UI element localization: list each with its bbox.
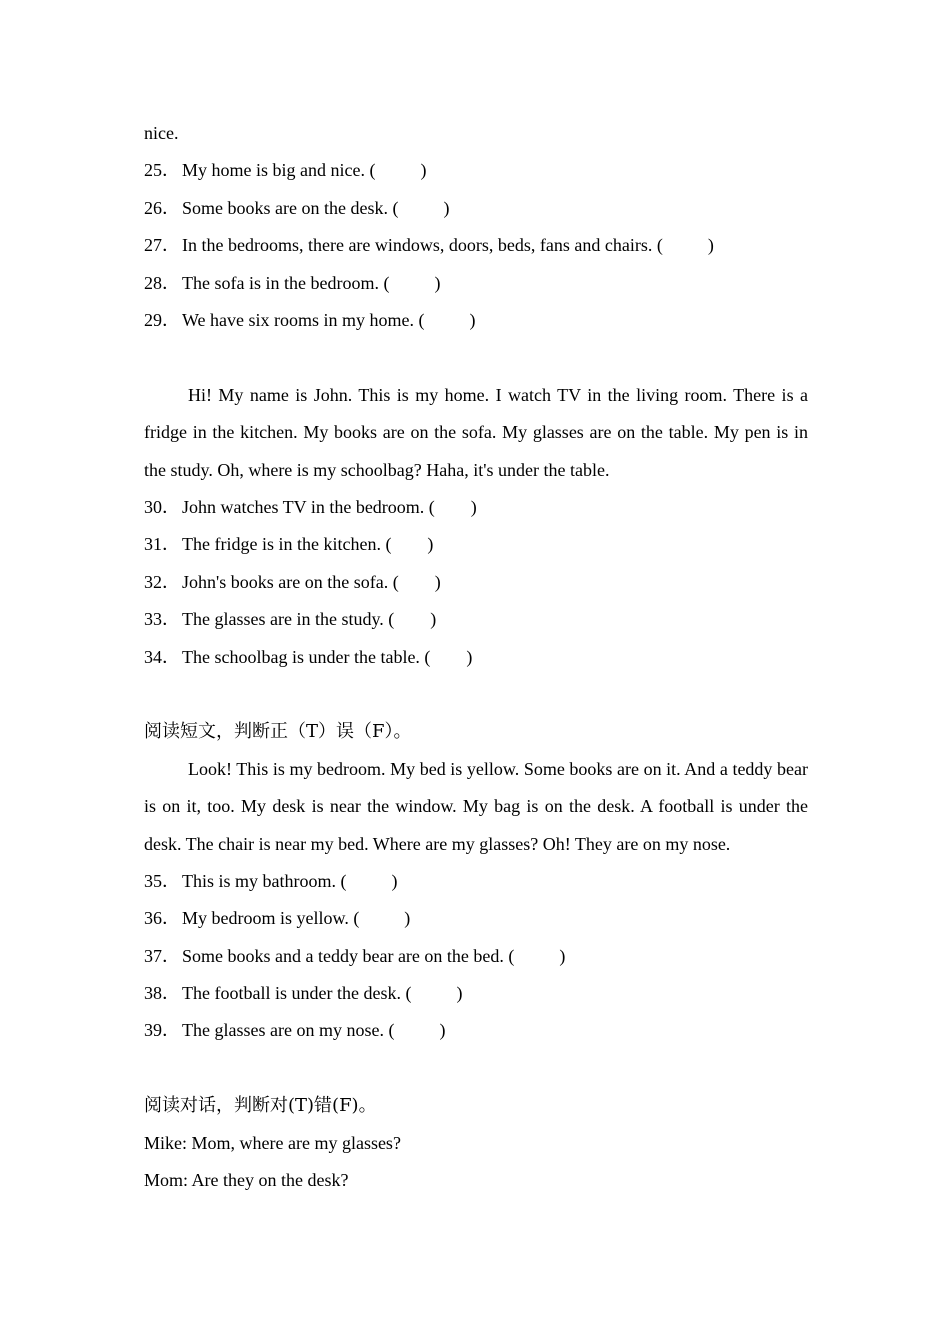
question-number: 34．: [144, 646, 180, 667]
question-33: [144, 601, 808, 638]
question-text: The fridge is in the kitchen. ( ): [182, 534, 434, 555]
question-number: 37．: [144, 945, 180, 966]
question-number: 33．: [144, 609, 180, 630]
question-26: [144, 190, 808, 227]
question-number: 31．: [144, 534, 180, 555]
question-text: The glasses are on my nose. ( ): [182, 1020, 446, 1041]
question-31: [144, 526, 808, 563]
reading-section-john: [144, 377, 808, 676]
question-34: [144, 639, 808, 676]
question-25: [144, 152, 808, 189]
question-number: 35．: [144, 870, 180, 891]
question-text: We have six rooms in my home. ( ): [182, 309, 476, 330]
section-instruction: 阅读对话，判断对(T)错(F)。: [144, 1095, 377, 1117]
question-number: 38．: [144, 983, 180, 1004]
question-number: 28．: [144, 272, 180, 293]
dialogue-line: Mom: Are they on the desk?: [144, 1170, 349, 1191]
question-text: John's books are on the sofa. ( ): [182, 571, 441, 592]
question-text: John watches TV in the bedroom. ( ): [182, 496, 477, 517]
section-gap: [144, 339, 808, 376]
question-35: [144, 863, 808, 900]
question-28: [144, 265, 808, 302]
question-39: [144, 1012, 808, 1049]
passage-bedroom: Look! This is my bedroom. My bed is yellow. Some books are on it. And a teddy bear is on it, too. My desk is near the window. My bag is on the desk. A football is under the desk. The chair is near my bed. Where are my glasses? Oh! They are on my nose.: [144, 758, 808, 854]
question-number: 30．: [144, 496, 180, 517]
continuation-text: nice.: [144, 123, 179, 143]
question-number: 25．: [144, 160, 180, 181]
question-text: The sofa is in the bedroom. ( ): [182, 272, 441, 293]
question-37: [144, 938, 808, 975]
question-number: 29．: [144, 309, 180, 330]
question-number: 39．: [144, 1020, 180, 1041]
question-set-25-29: [144, 152, 808, 339]
question-38: [144, 975, 808, 1012]
reading-section-dialogue: [144, 1087, 808, 1199]
question-30: [144, 489, 808, 526]
question-text: This is my bathroom. ( ): [182, 870, 398, 891]
question-text: The schoolbag is under the table. ( ): [182, 646, 473, 667]
question-text: My home is big and nice. ( ): [182, 160, 427, 181]
question-number: 26．: [144, 197, 180, 218]
question-text: Some books are on the desk. ( ): [182, 197, 450, 218]
question-36: [144, 900, 808, 937]
reading-section-bedroom: [144, 713, 808, 1050]
question-27: [144, 227, 808, 264]
section-instruction: 阅读短文，判断正（T）误（F）。: [144, 721, 412, 743]
section-gap: [144, 1050, 808, 1087]
worksheet-page: [144, 115, 808, 1199]
question-text: In the bedrooms, there are windows, doors, beds, fans and chairs. ( ): [182, 235, 714, 256]
question-number: 27．: [144, 235, 180, 256]
question-29: [144, 302, 808, 339]
question-text: The football is under the desk. ( ): [182, 983, 463, 1004]
dialogue-line: Mike: Mom, where are my glasses?: [144, 1132, 401, 1153]
section-gap: [144, 676, 808, 713]
question-number: 32．: [144, 571, 180, 592]
question-text: My bedroom is yellow. ( ): [182, 908, 411, 929]
passage-john-home: Hi! My name is John. This is my home. I watch TV in the living room. There is a fridge in the kitchen. My books are on the sofa. My glasses are on the table. My pen is in the study. Oh, where is my schoolbag? Haha, it's under the table.: [144, 384, 808, 480]
question-text: The glasses are in the study. ( ): [182, 609, 437, 630]
question-number: 36．: [144, 908, 180, 929]
question-text: Some books and a teddy bear are on the bed. ( ): [182, 945, 566, 966]
question-32: [144, 564, 808, 601]
